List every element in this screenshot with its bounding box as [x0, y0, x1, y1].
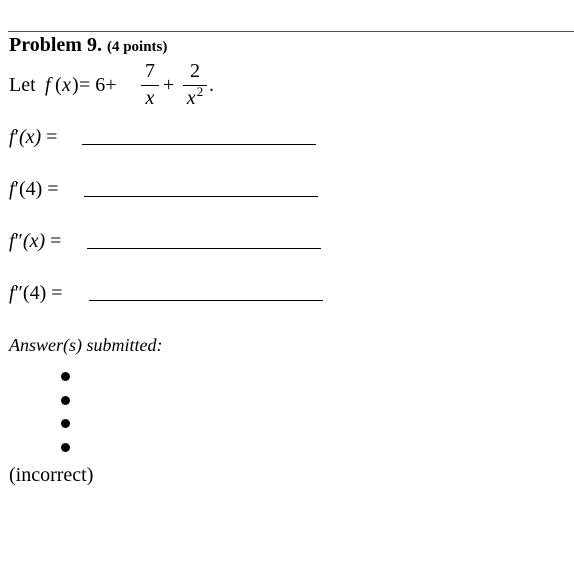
statement-variable: x	[62, 74, 71, 96]
submission-status: (incorrect)	[9, 464, 94, 486]
function-symbol: f	[9, 126, 15, 148]
fraction-1-denominator: x	[145, 87, 155, 109]
fraction-2-denominator	[183, 84, 207, 110]
statement-equals: = 6+	[79, 74, 117, 96]
problem-points: (4 points)	[106, 39, 168, 55]
answer-label	[9, 178, 59, 201]
double-prime-symbol: ″	[14, 282, 23, 304]
function-symbol: f	[9, 282, 15, 304]
fraction-2-base: x	[186, 87, 196, 109]
problem-heading	[9, 34, 167, 57]
equals-sign: =	[41, 126, 58, 148]
fraction-2-numerator: 2	[190, 60, 200, 82]
answer-label	[9, 126, 57, 149]
statement-period: .	[209, 74, 214, 96]
function-symbol: f	[9, 230, 15, 252]
double-prime-symbol: ″	[14, 230, 23, 252]
fraction-1-numerator: 7	[145, 60, 155, 82]
argument: (4)	[22, 282, 47, 304]
argument: (x)	[22, 230, 46, 252]
bullet-icon	[61, 443, 70, 452]
argument: (4)	[18, 178, 43, 200]
equals-sign: =	[45, 230, 62, 252]
answer-field-2[interactable]	[84, 196, 318, 197]
statement-plus: +	[163, 74, 175, 96]
bullet-icon	[61, 396, 70, 405]
function-symbol: f	[9, 178, 15, 200]
answer-label	[9, 282, 63, 305]
submitted-heading: Answer(s) submitted:	[9, 335, 163, 355]
top-divider	[8, 31, 574, 32]
fraction-1-bar	[141, 85, 159, 86]
problem-title: Problem 9.	[9, 34, 102, 56]
statement-prefix: Let	[9, 74, 36, 96]
answer-field-1[interactable]	[82, 144, 316, 145]
statement-paren-open: (	[55, 74, 62, 96]
fraction-2-bar	[183, 85, 207, 86]
fraction-2-exponent: 2	[196, 84, 204, 99]
answer-field-4[interactable]	[89, 300, 323, 301]
equals-sign: =	[46, 282, 63, 304]
statement-paren-close: )	[72, 74, 79, 96]
prime-symbol: ′	[14, 178, 19, 200]
bullet-icon	[61, 372, 70, 381]
answer-field-3[interactable]	[87, 248, 321, 249]
equals-sign: =	[42, 178, 59, 200]
bullet-icon	[61, 419, 70, 428]
answer-label	[9, 230, 61, 253]
prime-symbol: ′	[14, 126, 19, 148]
argument: (x)	[18, 126, 42, 148]
statement-function: f	[45, 74, 51, 96]
